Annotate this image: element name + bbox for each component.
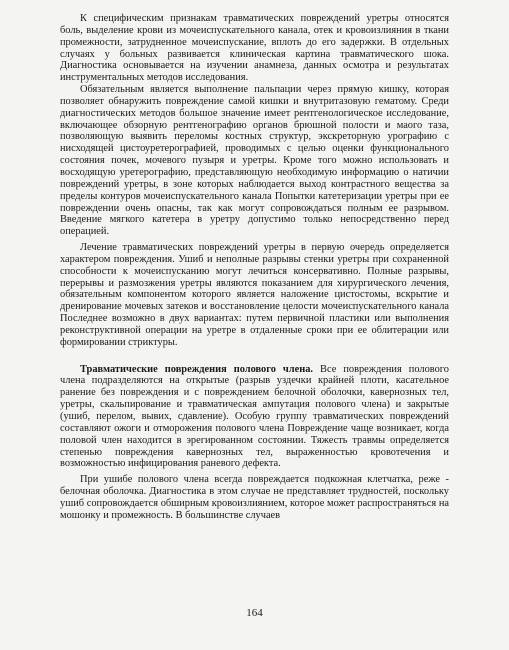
paragraph-contusion: При ушибе полового члена всегда повреждается подкожная клетчатка, реже - белочная оболочка. Диагностика в этом случае не представляет трудностей, поскольку ушиб сопровождается обширным кровоизлиянием, которое может распространяться на мошонку и промежность. В большинстве случаев <box>60 474 449 521</box>
section-heading: Травматические повреждения полового члена. <box>80 363 314 375</box>
spacer <box>60 349 449 364</box>
section-body: Все повреждения полового члена подразделяются на открытые (разрыв уздечки крайней плоти, касательное ранение без повреждения и с повреждением белочной оболочки, кавернозных тел, уретры, скальпирование и травматическая ампутация полового члена) и закрытые (ушиб, перелом, вывих, сдавление). Особую группу травматических повреждений составляют ожоги и отморожения полового члена Повреждение чаще возникает, когда половой член находится в эрегированном состоянии. Тяжесть травмы определяется степенью повреждения кавернозных тел, выраженностью кровотечения и возможностью инфицирования раневого дефекта. <box>60 363 450 470</box>
page-number: 164 <box>246 607 263 619</box>
paragraph-urethra-treatment: Лечение травматических повреждений уретры в первую очередь определяется характером повреждения. Ушиб и неполные разрывы стенки уретры при сохраненной способности к мочеиспусканию могут лечиться консервативно. Полные разрывы, перерывы и размозжения уретры являются показанием для хирургического лечения, обязательным компонентом которого является наложение цистостомы, вскрытие и дренирование мочевых затеков и восстановление целости мочеиспускательного канала Последнее возможно в двух вариантах: путем первичной пластики или выполнения реконструктивной операции на уретре в отдаленные сроки при ее облитерации или формировании стриктуры. <box>60 242 449 348</box>
paragraph-urethra-diagnostics: Обязательным является выполнение пальпации через прямую кишку, которая позволяет обнаружить повреждение самой кишки и внутритазовую гематому. Среди диагностических методов большое значение имеет рентгенологическое исследование, включающее обзорную рентгенографию органов брюшной полости и маого таза, позволяющую выявить переломы костных структур, экскреторную урографию с нисходящей цистоуретерографией, проводимых с целью оценки функционального состояния почек, мочевого пузыря и уретры. Кроме того можно использовать и восходящую уретерографию, представляющую необходимую информацию о натичии повреждений уретры, в зоне которых наблюдается выход контрастного вещества за пределы контуров мочеиспускательного канала Попытки катетеризации уретры при ее повреждении очень опасны, так как могут сопровождаться полным ее разрывом. Введение мягкого катетера в уретру допустимо только непосредственно перед операцией. <box>60 84 449 238</box>
paragraph-urethra-symptoms: К специфическим признакам травматических повреждений уретры относятся боль, выделение крови из мочеиспускательного канала, отек и кровоизлияния в ткани промежности, затрудненное мочеиспускание, вплоть до его задержки. В отдельных случаях у больных развивается клиническая картина травматического шока. Диагностика основывается на изучении анамнеза, данных осмотра и результатах инструментальных методов исследования. <box>60 13 449 84</box>
paragraph-penis-injuries <box>60 364 449 471</box>
